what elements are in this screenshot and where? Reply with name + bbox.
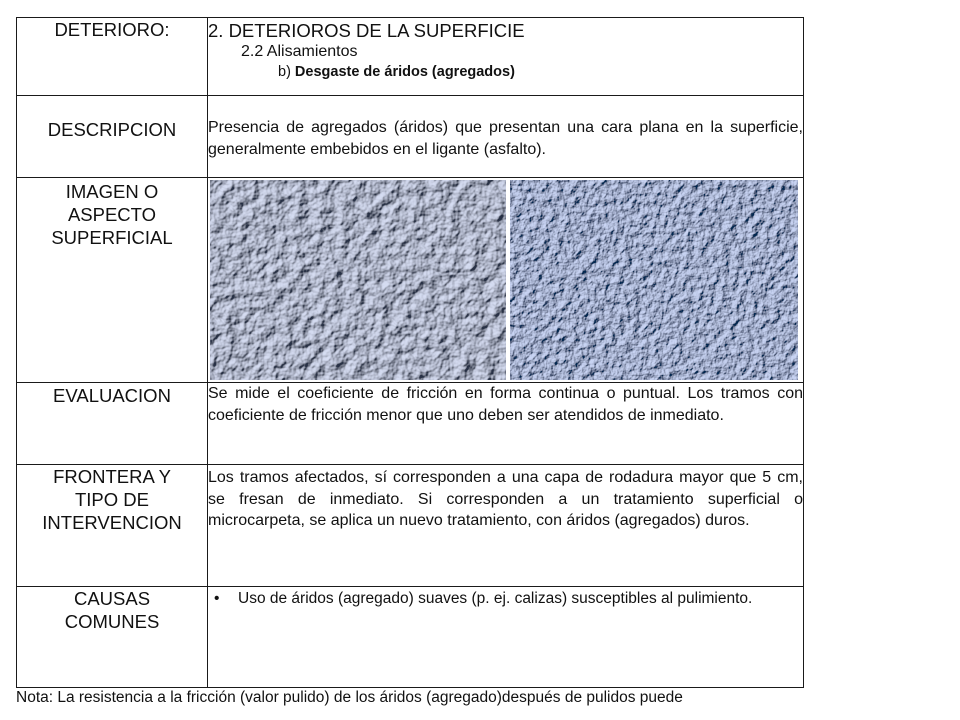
footnote: Nota: La resistencia a la fricción (valor pulido) de los áridos (agregado)después de pulidos puede [16, 689, 683, 706]
causas-list [208, 589, 803, 609]
surface-photo-left [210, 180, 506, 380]
evaluacion-label-cell [17, 383, 208, 465]
list-item [214, 589, 803, 609]
frontera-label-cell [17, 465, 208, 587]
deterioro-item-prefix: b) [278, 64, 295, 80]
deterioro-item [208, 62, 803, 82]
deterioro-label: DETERIORO: [54, 19, 170, 40]
deterioro-label-cell [17, 18, 208, 96]
imagen-label-cell [17, 178, 208, 383]
imagen-content [208, 178, 804, 383]
imagen-label-line-3: SUPERFICIAL [51, 227, 173, 248]
surface-photo-right [510, 180, 798, 380]
descripcion-content [208, 96, 804, 178]
frontera-label-line-1: FRONTERA Y [53, 466, 171, 487]
deterioration-sheet [16, 17, 804, 688]
causas-label-cell [17, 587, 208, 688]
descripcion-text: Presencia de agregados (áridos) que presentan una cara plana en la superficie, generalmente embebidos en el ligante (asfalto). [208, 119, 803, 158]
evaluacion-label: EVALUACION [53, 385, 171, 406]
deterioro-subtitle: 2.2 Alisamientos [241, 43, 358, 60]
frontera-label-line-2: TIPO DE [74, 489, 149, 510]
evaluacion-content [208, 383, 804, 465]
descripcion-label-cell [17, 96, 208, 178]
frontera-label-line-3: INTERVENCION [42, 512, 182, 533]
deterioro-item-bold: Desgaste de áridos (agregados) [294, 64, 515, 80]
imagen-label-line-1: IMAGEN O [65, 181, 159, 202]
deterioro-content [208, 18, 804, 96]
causas-item-text: Uso de áridos (agregado) suaves (p. ej. calizas) susceptibles al pulimiento. [238, 590, 753, 607]
causas-content [208, 587, 804, 688]
bullet-icon: • [214, 590, 220, 607]
descripcion-label: DESCRIPCION [47, 119, 177, 140]
causas-label-line-2: COMUNES [64, 611, 160, 632]
evaluacion-text: Se mide el coeficiente de fricción en forma continua o puntual. Los tramos con coeficiente de fricción menor que uno deben ser atendidos de inmediato. [208, 385, 803, 424]
frontera-content [208, 465, 804, 587]
causas-label-line-1: CAUSAS [73, 588, 151, 609]
imagen-label-line-2: ASPECTO [67, 204, 157, 225]
deterioro-title: 2. DETERIOROS DE LA SUPERFICIE [208, 20, 525, 41]
frontera-text: Los tramos afectados, sí corresponden a una capa de rodadura mayor que 5 cm, se fresan de inmediato. Si corresponden a un tratamiento superficial o microcarpeta, se aplica un nuevo tratamiento, con áridos (agregados) duros. [208, 469, 803, 529]
